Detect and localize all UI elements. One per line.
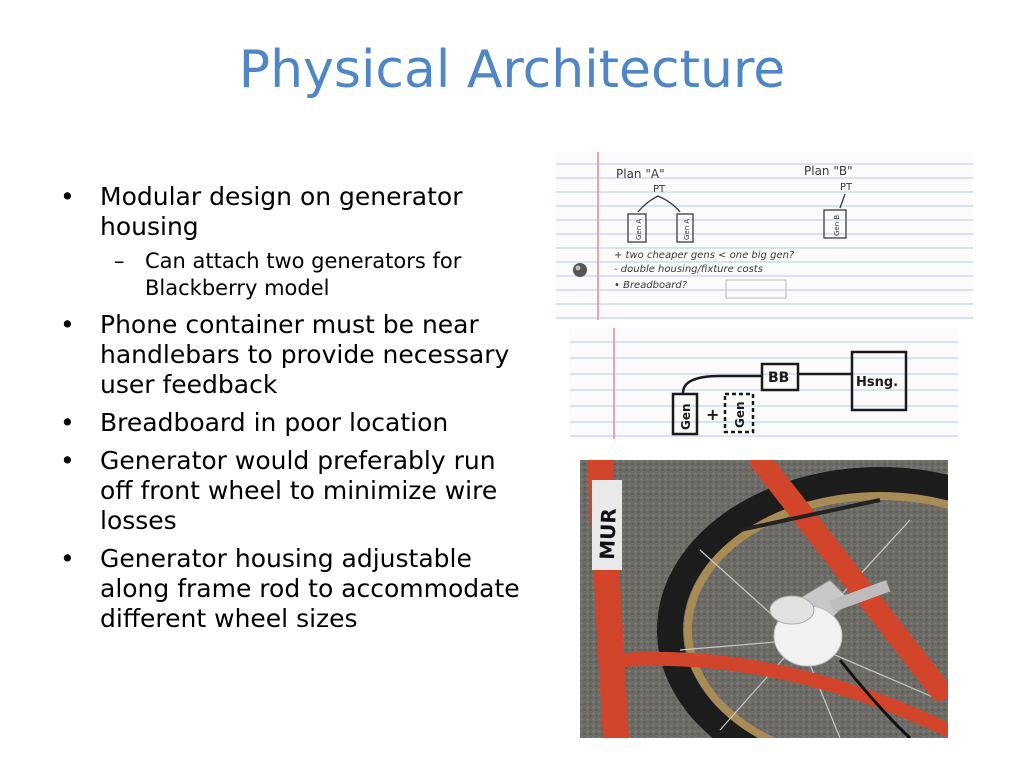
bullet-item <box>58 544 528 634</box>
plus-label: + <box>706 405 720 424</box>
bullet-marker: • <box>60 182 75 211</box>
gen-label-dashed: Gen <box>733 401 747 428</box>
hsng-label: Hsng. <box>856 375 899 390</box>
sub-bullet-item <box>58 248 528 302</box>
sketch-note: - double housing/fixture costs <box>614 264 763 275</box>
bullet-list <box>58 182 528 642</box>
plan-b-label: Plan "B" <box>804 164 853 178</box>
sketch-note: • Breadboard? <box>614 280 688 291</box>
bullet-marker: • <box>60 408 75 437</box>
page-title: Physical Architecture <box>238 40 786 100</box>
bullet-text: Breadboard in poor location <box>100 408 449 437</box>
gen-a2-label: Gen A <box>683 218 691 240</box>
bullet-item <box>58 446 528 536</box>
bullet-text: Phone container must be near handlebars to provide necessary user feedback <box>100 310 510 399</box>
bullet-text: Generator would preferably run off front wheel to minimize wire losses <box>100 446 498 535</box>
bb-label: BB <box>768 370 790 386</box>
gen-label: Gen <box>679 403 693 430</box>
bullet-marker: • <box>60 544 75 573</box>
bullet-item <box>58 182 528 242</box>
sub-bullet-marker: – <box>114 249 125 273</box>
bullet-text: Generator housing adjustable along frame rod to accommodate different wheel sizes <box>100 544 520 633</box>
sub-bullet-text: Can attach two generators for Blackberry model <box>145 249 462 300</box>
gen-b-label: Gen B <box>833 214 841 236</box>
bicycle-generator-photo <box>580 460 948 738</box>
block-sketch-image <box>570 328 958 439</box>
bullet-item <box>58 310 528 400</box>
bullet-item <box>58 408 528 438</box>
plan-a-label: Plan "A" <box>616 167 665 181</box>
plan-sketch-image <box>556 152 973 320</box>
pt-label-a: PT <box>653 184 666 195</box>
bullet-marker: • <box>60 310 75 339</box>
bullet-marker: • <box>60 446 75 475</box>
gen-a1-label: Gen A <box>635 218 643 240</box>
pt-label-b: PT <box>840 182 853 193</box>
sketch-note: + two cheaper gens < one big gen? <box>614 250 795 261</box>
bullet-text: Modular design on generator housing <box>100 182 463 241</box>
frame-lettering: MUR <box>595 507 621 561</box>
